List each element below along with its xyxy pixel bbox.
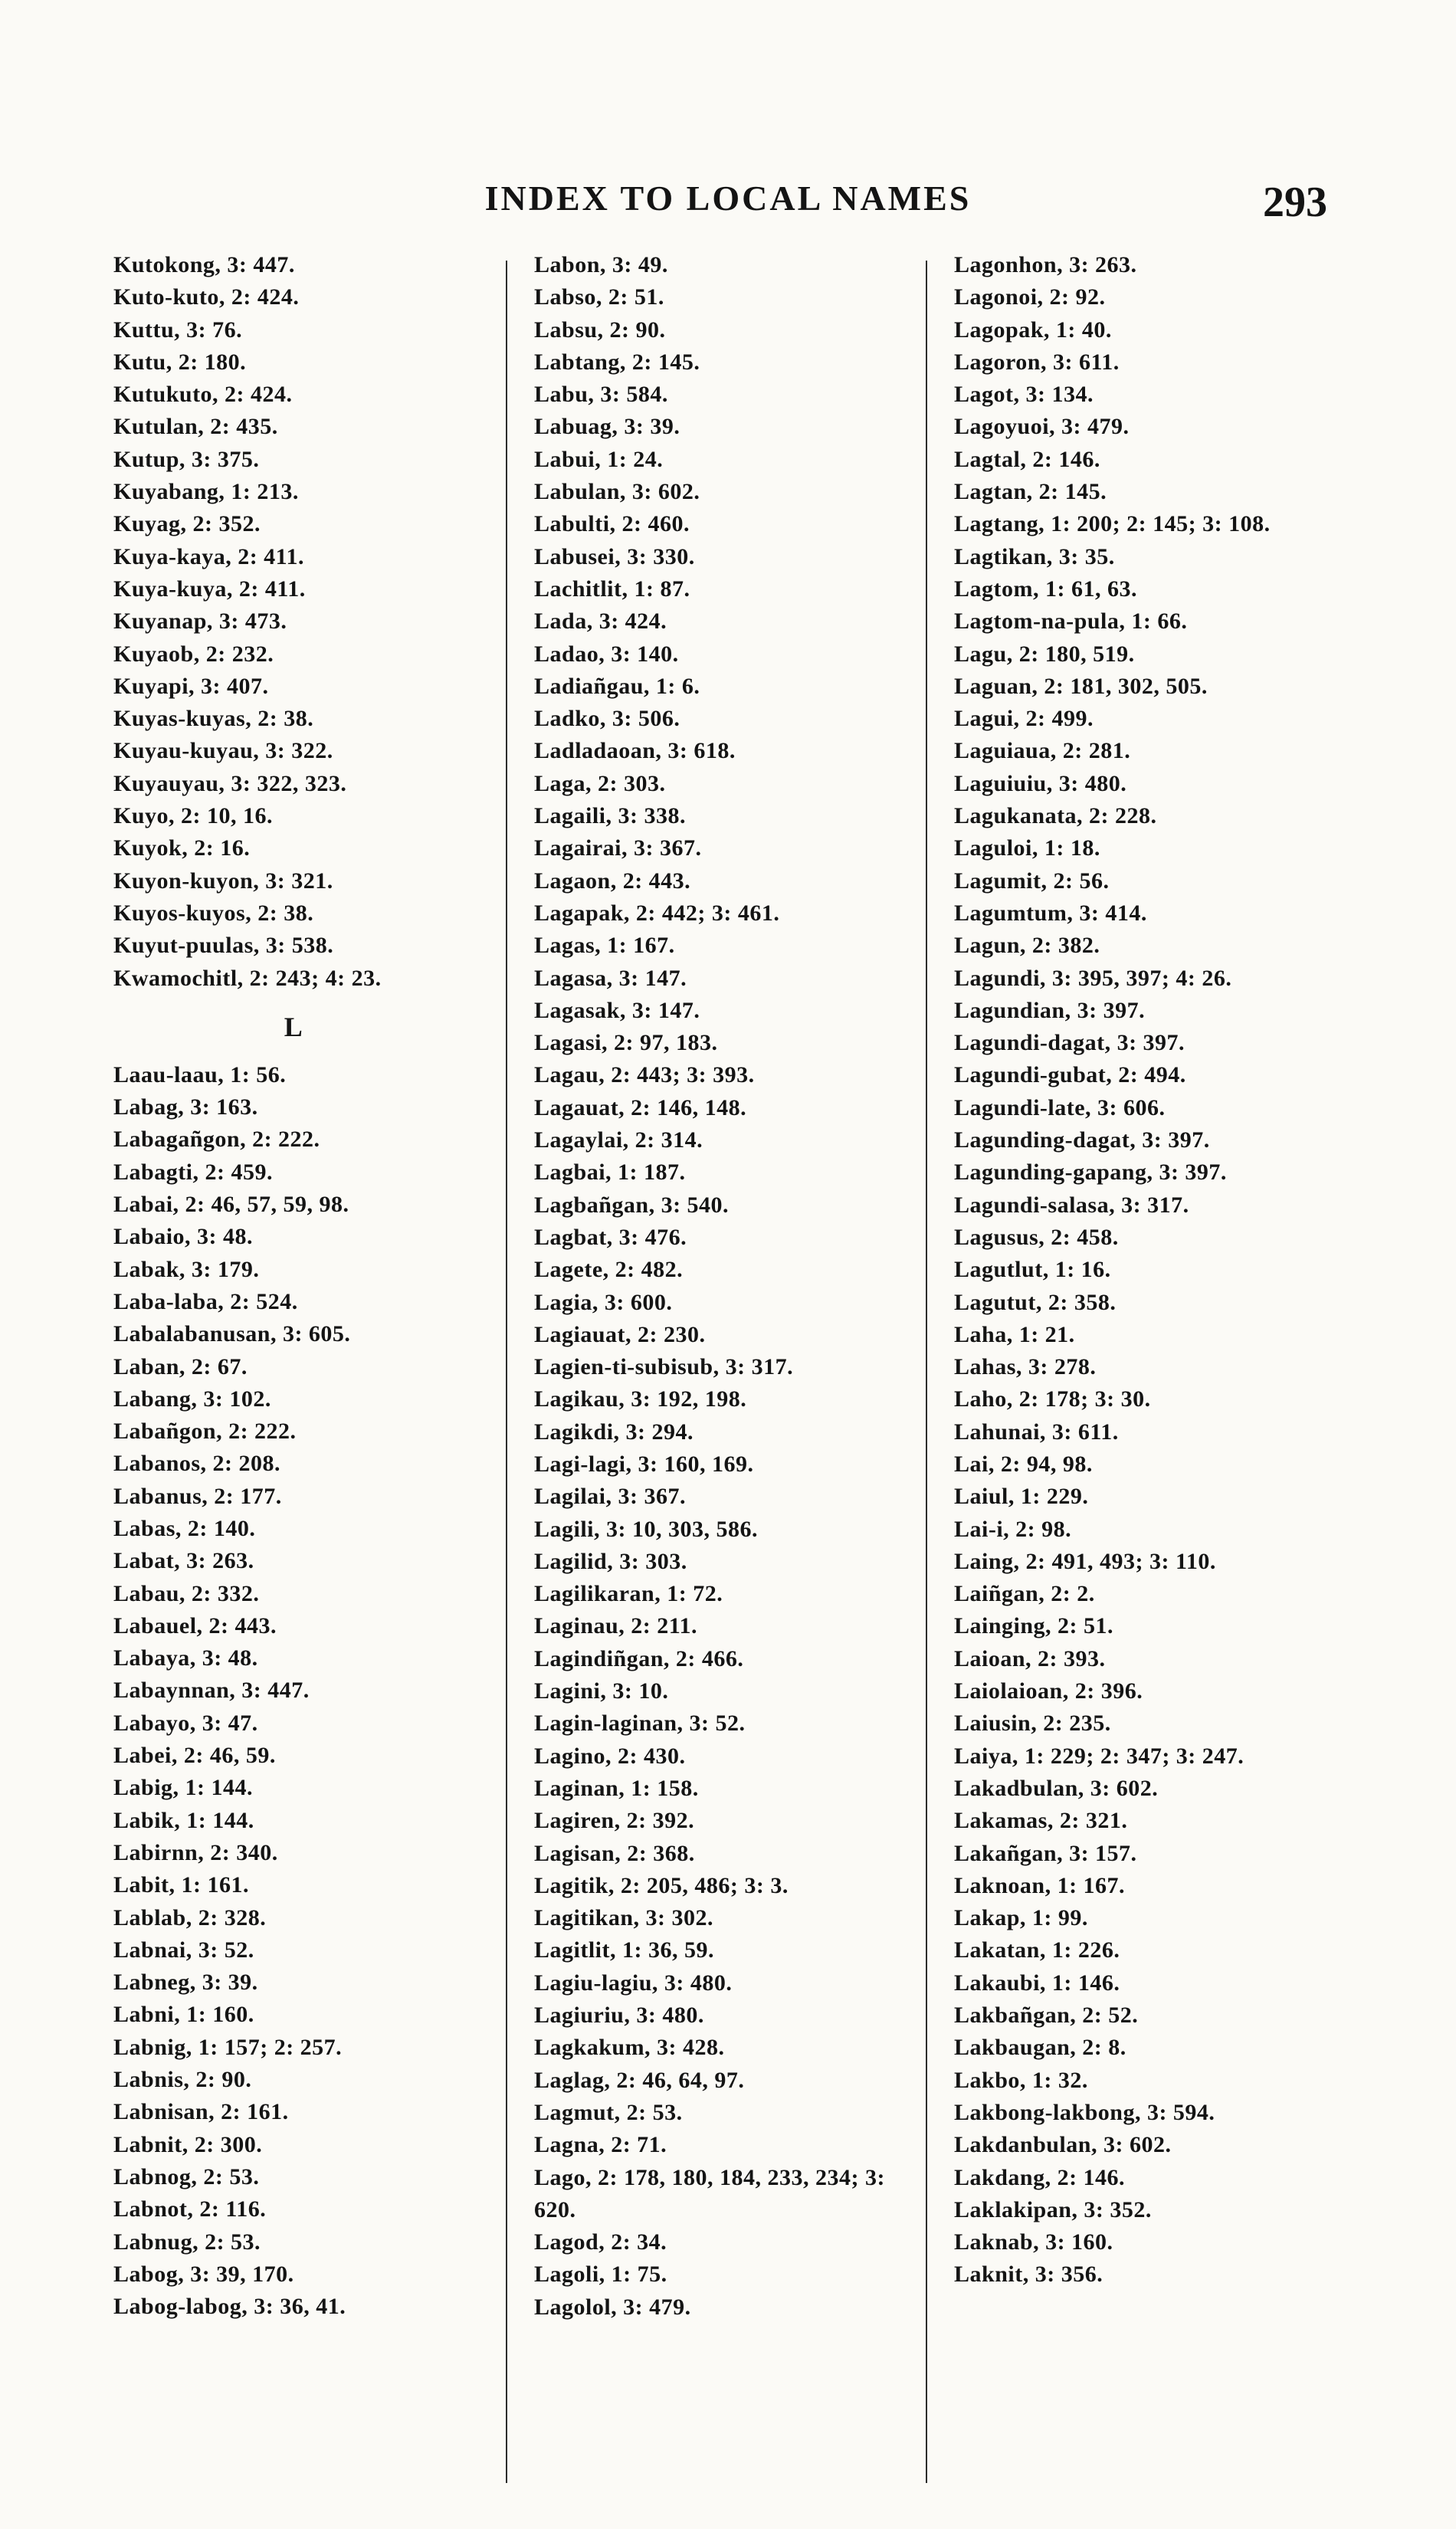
index-entry: Labei, 2: 46, 59. [113,1743,276,1769]
index-entry: Laglag, 2: 46, 64, 97. [534,2067,745,2093]
index-entry: Lagoli, 1: 75. [534,2262,667,2288]
index-entry: Laiñgan, 2: 2. [954,1581,1095,1607]
index-entry: Lagisan, 2: 368. [534,1840,695,1866]
index-entry: Kuyas-kuyas, 2: 38. [113,706,314,732]
index-entry: Lagopak, 1: 40. [954,317,1112,343]
index-entry: Labaio, 3: 48. [113,1224,254,1250]
index-entry: Laguiaua, 2: 281. [954,738,1131,764]
index-entry: Lagaon, 2: 443. [534,868,691,894]
index-entry: Labu, 3: 584. [534,382,668,408]
index-entry: Laklakipan, 3: 352. [954,2196,1152,2222]
index-entry: Labayo, 3: 47. [113,1710,258,1736]
index-entry: Lagasa, 3: 147. [534,965,687,991]
index-entry: Lagtikan, 3: 35. [954,543,1115,569]
index-entry: Kutup, 3: 375. [113,446,260,472]
index-entry: Lagu, 2: 180, 519. [954,641,1135,667]
index-entry: Lakbaugan, 2: 8. [954,2035,1126,2061]
index-entry: Lagusus, 2: 458. [954,1224,1119,1250]
index-entry: Laiolaioan, 2: 396. [954,1678,1143,1704]
index-entry: Lakdanbulan, 3: 602. [954,2132,1172,2158]
index-entry: Lada, 3: 424. [534,608,667,635]
index-entry: Kuya-kaya, 2: 411. [113,543,305,569]
index-entry: Lagukanata, 2: 228. [954,803,1157,829]
index-entry: Kuyo, 2: 10, 16. [113,803,274,829]
index-entry: Lai-i, 2: 98. [954,1516,1072,1542]
index-entry: Laginau, 2: 211. [534,1613,698,1639]
index-entry: Labneg, 3: 39. [113,1970,258,1996]
index-entry: Lagui, 2: 499. [954,706,1094,732]
index-entry: Lakañgan, 3: 157. [954,1840,1137,1866]
index-entry: Labnug, 2: 53. [113,2229,261,2255]
index-entry: Lagundi-dagat, 3: 397. [954,1030,1185,1056]
index-column-1 [113,249,512,2323]
index-entry: Lagitik, 2: 205, 486; 3: 3. [534,1872,789,1898]
index-entry: Labnig, 1: 157; 2: 257. [113,2034,343,2060]
index-entry: Lagitlit, 1: 36, 59. [534,1937,714,1963]
index-entry: Kuto-kuto, 2: 424. [113,284,300,310]
index-entry: Lagod, 2: 34. [534,2229,667,2255]
index-entry: Labat, 3: 263. [113,1548,254,1574]
index-entry: Labulti, 2: 460. [534,511,690,537]
index-entry: Ladko, 3: 506. [534,706,680,732]
index-entry: Lagbañgan, 3: 540. [534,1192,730,1218]
index-entry: Kuyon-kuyon, 3: 321. [113,868,333,894]
index-entry: Lagikau, 3: 192, 198. [534,1386,747,1412]
index-entry: Labang, 3: 102. [113,1386,271,1412]
index-entry: Labni, 1: 160. [113,2002,254,2028]
index-entry: Kuyag, 2: 352. [113,511,261,537]
index-entry: Labalabanusan, 3: 605. [113,1321,351,1347]
index-entry: Kutulan, 2: 435. [113,414,278,440]
index-entry: Lakbañgan, 2: 52. [954,2003,1139,2029]
index-entry: Laau-laau, 1: 56. [113,1061,287,1087]
index-entry: Kutukuto, 2: 424. [113,382,293,408]
index-entry: Lakbo, 1: 32. [954,2067,1088,2093]
index-entry: Lagumit, 2: 56. [954,868,1110,894]
index-entry: Kuyauyau, 3: 322, 323. [113,770,347,796]
index-entry: Laknab, 3: 160. [954,2229,1113,2255]
index-entry: Lagtal, 2: 146. [954,446,1100,472]
index-entry: Labai, 2: 46, 57, 59, 98. [113,1192,349,1218]
index-entry: Lagundi-salasa, 3: 317. [954,1192,1189,1218]
index-entry: Labirnn, 2: 340. [113,1839,278,1865]
index-entry: Lagundi, 3: 395, 397; 4: 26. [954,965,1232,991]
index-entry: Labanos, 2: 208. [113,1451,281,1477]
index-entry: Labnot, 2: 116. [113,2196,267,2222]
index-entry: Kuyos-kuyos, 2: 38. [113,900,314,926]
index-entry: Lakamas, 2: 321. [954,1808,1128,1834]
index-entry: Lagapak, 2: 442; 3: 461. [534,900,780,926]
index-entry: Kutu, 2: 180. [113,349,247,375]
index-entry: Lagauat, 2: 146, 148. [534,1094,747,1120]
index-entry: Labauel, 2: 443. [113,1612,277,1638]
index-entry: Lagkakum, 3: 428. [534,2035,725,2061]
index-column-3 [954,249,1353,2291]
index-entry: Labit, 1: 161. [113,1872,250,1898]
index-entry: Lagolol, 3: 479. [534,2294,691,2320]
index-entry: Laguan, 2: 181, 302, 505. [954,673,1208,699]
index-entry: Laknit, 3: 356. [954,2262,1103,2288]
index-entry: Kuyabang, 1: 213. [113,479,299,505]
page-number: 293 [1263,179,1327,226]
index-entry: Labtang, 2: 145. [534,349,700,375]
index-entry: Ladiañgau, 1: 6. [534,673,700,699]
index-entry: Lakbong-lakbong, 3: 594. [954,2099,1215,2125]
index-entry: Labnog, 2: 53. [113,2163,260,2190]
index-entry: Labas, 2: 140. [113,1515,256,1541]
index-entry: Laba-laba, 2: 524. [113,1288,298,1314]
index-entry: Kuyut-puulas, 3: 538. [113,933,334,959]
index-entry: Lagmut, 2: 53. [534,2099,683,2125]
index-entry: Lagasi, 2: 97, 183. [534,1030,718,1056]
index-entry: Labon, 3: 49. [534,252,668,277]
index-entry: Lagoron, 3: 611. [954,349,1120,375]
index-entry: Lagete, 2: 482. [534,1257,684,1283]
index-entry: Kutokong, 3: 447. [113,252,295,277]
index-entry: Lagiauat, 2: 230. [534,1321,706,1347]
index-entry: Laiul, 1: 229. [954,1484,1089,1510]
index-entry: Lagundian, 3: 397. [954,997,1146,1023]
index-entry: Labaya, 3: 48. [113,1645,258,1671]
index-entry: Ladao, 3: 140. [534,641,679,667]
index-entry: Laioan, 2: 393. [954,1645,1106,1671]
index-entry: Labnis, 2: 90. [113,2067,252,2093]
index-entry: Lagutlut, 1: 16. [954,1257,1111,1283]
index-entry: Kuyaob, 2: 232. [113,641,274,667]
index-entry: Lagilai, 3: 367. [534,1484,687,1510]
index-entry: Lagunding-gapang, 3: 397. [954,1160,1227,1186]
index-entry: Lagiuriu, 3: 480. [534,2003,704,2029]
index-entry: Laknoan, 1: 167. [954,1872,1126,1898]
index-entry: Lagitikan, 3: 302. [534,1905,714,1931]
index-entry: Kuyapi, 3: 407. [113,673,269,699]
index-entry: Labak, 3: 179. [113,1256,260,1282]
index-entry: Lagilikaran, 1: 72. [534,1581,723,1607]
index-entry: Lagbai, 1: 187. [534,1160,686,1186]
index-entry: Lakaubi, 1: 146. [954,1970,1120,1996]
index-entry: Lagia, 3: 600. [534,1289,673,1315]
index-entry: Kuttu, 3: 76. [113,317,243,343]
index-entry: Lahas, 3: 278. [954,1354,1097,1380]
index-entry: Laban, 2: 67. [113,1353,248,1379]
index-entry: Lagau, 2: 443; 3: 393. [534,1062,755,1088]
section-letter-l: L [284,1011,303,1042]
index-entry: Lagonhon, 3: 263. [954,252,1137,277]
index-entry: Lagtom-na-pula, 1: 66. [954,608,1188,635]
index-entry: Lagonoi, 2: 92. [954,284,1106,310]
index-entry: Lagaili, 3: 338. [534,803,687,829]
index-entry: Laing, 2: 491, 493; 3: 110. [954,1548,1216,1574]
index-entry: Lai, 2: 94, 98. [954,1451,1093,1477]
index-entry: Kwamochitl, 2: 243; 4: 23. [113,965,382,991]
index-entry: Kuyanap, 3: 473. [113,608,287,635]
index-entry: Labik, 1: 144. [113,1807,254,1833]
index-entry: Labau, 2: 332. [113,1580,260,1606]
index-entry: Ladladaoan, 3: 618. [534,738,736,764]
index-entry: Lagumtum, 3: 414. [954,900,1147,926]
index-entry: Labaynnan, 3: 447. [113,1678,310,1704]
index-entry: Lagiren, 2: 392. [534,1808,695,1834]
index-entry: Lachitlit, 1: 87. [534,576,690,602]
index-entry: Kuyau-kuyau, 3: 322. [113,738,333,764]
index-entry: Lagaylai, 2: 314. [534,1127,703,1153]
index-column-2 [534,249,933,2324]
index-entry: Lagunding-dagat, 3: 397. [954,1127,1210,1153]
index-entry: Labañgon, 2: 222. [113,1419,297,1445]
index-entry: Lagini, 3: 10. [534,1678,669,1704]
index-entry: Laho, 2: 178; 3: 30. [954,1386,1151,1412]
index-entry: Lagas, 1: 167. [534,933,675,959]
index-entry: Lakadbulan, 3: 602. [954,1775,1159,1801]
index-entry: Labnit, 2: 300. [113,2131,263,2157]
index-entry: Laguiuiu, 3: 480. [954,770,1127,796]
index-entry: Laha, 1: 21. [954,1321,1075,1347]
index-entry: Lagindiñgan, 2: 466. [534,1645,744,1671]
index-entry: Lagilid, 3: 303. [534,1548,687,1574]
index-entry: Lagiu-lagiu, 3: 480. [534,1970,733,1996]
index-entry: Lagbat, 3: 476. [534,1224,687,1250]
index-entry: Laga, 2: 303. [534,770,666,796]
index-entry: Lagna, 2: 71. [534,2132,667,2158]
entries-k [113,249,512,995]
index-entry: Lagien-ti-subisub, 3: 317. [534,1354,794,1380]
index-entry: Labuag, 3: 39. [534,414,680,440]
index-entry: Laguloi, 1: 18. [954,835,1100,861]
index-entry: Labso, 2: 51. [534,284,664,310]
index-entry: Labagañgon, 2: 222. [113,1127,320,1153]
index-entry: Labanus, 2: 177. [113,1483,282,1509]
index-entry: Lagin-laginan, 3: 52. [534,1711,746,1737]
index-entry: Lakap, 1: 99. [954,1905,1088,1931]
index-entry: Lagino, 2: 430. [534,1743,686,1769]
index-entry: Lago, 2: 178, 180, 184, 233, 234; 3: 620. [534,2164,885,2222]
index-entry: Lagundi-late, 3: 606. [954,1094,1166,1120]
index-entry: Lakatan, 1: 226. [954,1937,1120,1963]
index-entry: Labog, 3: 39, 170. [113,2261,294,2287]
entries-l [113,1059,512,2324]
index-entry: Lagutut, 2: 358. [954,1289,1117,1315]
index-entry: Lainging, 2: 51. [954,1613,1114,1639]
index-entry: Labig, 1: 144. [113,1775,254,1801]
index-entry: Lagasak, 3: 147. [534,997,700,1023]
index-entry: Lagi-lagi, 3: 160, 169. [534,1451,754,1477]
index-entry: Lagun, 2: 382. [954,933,1100,959]
index-entry: Labusei, 3: 330. [534,543,695,569]
index-entry: Lagtang, 1: 200; 2: 145; 3: 108. [954,511,1271,537]
index-entry: Labag, 3: 163. [113,1094,258,1120]
index-entry: Lagili, 3: 10, 303, 586. [534,1516,759,1542]
index-entry: Labsu, 2: 90. [534,317,666,343]
index-entry: Labnai, 3: 52. [113,1937,254,1963]
index-entry: Lagundi-gubat, 2: 494. [954,1062,1186,1088]
index-entry: Kuya-kuya, 2: 411. [113,576,306,602]
index-entry: Lagtan, 2: 145. [954,479,1107,505]
index-entry: Laiya, 1: 229; 2: 347; 3: 247. [954,1743,1244,1769]
index-entry: Lahunai, 3: 611. [954,1419,1119,1445]
index-entry: Labui, 1: 24. [534,446,664,472]
index-entry: Lagoyuoi, 3: 479. [954,414,1130,440]
index-entry: Lagtom, 1: 61, 63. [954,576,1137,602]
index-entry: Lagairai, 3: 367. [534,835,702,861]
page-title: INDEX TO LOCAL NAMES [484,179,972,218]
index-entry: Laiusin, 2: 235. [954,1711,1111,1737]
index-entry: Lakdang, 2: 146. [954,2164,1126,2190]
index-entry: Kuyok, 2: 16. [113,835,251,861]
index-entry: Lagot, 3: 134. [954,382,1094,408]
index-entry: Laginan, 1: 158. [534,1775,699,1801]
index-entry: Labagti, 2: 459. [113,1159,274,1185]
index-entry: Lablab, 2: 328. [113,1904,267,1930]
index-entry: Labnisan, 2: 161. [113,2099,289,2125]
index-entry: Labog-labog, 3: 36, 41. [113,2294,346,2320]
index-entry: Lagikdi, 3: 294. [534,1419,694,1445]
index-entry: Labulan, 3: 602. [534,479,700,505]
